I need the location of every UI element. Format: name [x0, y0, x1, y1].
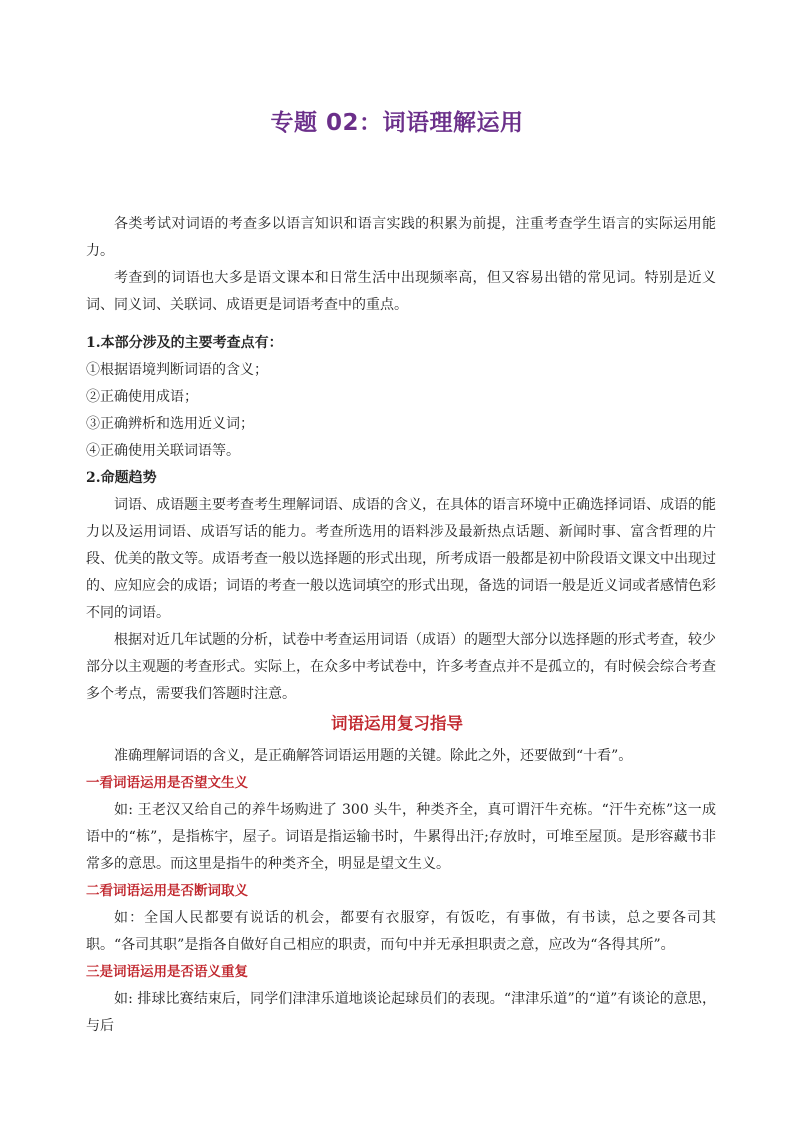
- guide-item-text: 如: 王老汉又给自己的养牛场购进了 300 头牛，种类齐全，真可谓汗牛充栋。“汗牛充栋”这一成语中的“栋”，是指栋宇，屋子。词语是指运输书时，牛累得出汗;存放时，可堆至屋顶。是形容藏书非常多的意思。而这里是指牛的种类齐全，明显是望文生义。: [86, 802, 716, 872]
- intro-paragraph: 考查到的词语也大多是语文课本和日常生活中出现频率高，但又容易出错的常见词。特别是近义词、同义词、关联词、成语更是词语考查中的重点。: [86, 270, 716, 313]
- intro-section: [86, 211, 716, 319]
- trend-paragraph: 根据对近几年试题的分析，试卷中考查运用词语（成语）的题型大部分以选择题的形式考查，较少部分以主观题的考查形式。实际上，在众多中考试卷中，许多考查点并不是孤立的，有时候会综合考查多个考点，需要我们答题时注意。: [86, 632, 716, 702]
- guide-section: [86, 743, 716, 1040]
- point-item: ②正确使用成语；: [86, 389, 198, 405]
- guide-item-text: 如: 排球比赛结束后，同学们津津乐道地谈论起球员们的表现。“津津乐道”的“道”有谈论的意思，与后: [86, 991, 716, 1034]
- guide-item-heading: 一看词语运用是否望文生义: [86, 775, 248, 791]
- guide-item-text: 如：全国人民都要有说话的机会，都要有衣服穿，有饭吃，有事做，有书读，总之要各司其职。“各司其职”是指各自做好自己相应的职责，而句中并无承担职责之意，应改为“各得其所”。: [86, 910, 716, 953]
- trend-paragraph: 词语、成语题主要考查考生理解词语、成语的含义，在具体的语言环境中正确选择词语、成语的能力以及运用词语、成语写话的能力。考查所选用的语料涉及最新热点话题、新闻时事、富含哲理的片段、优美的散文等。成语考查一般以选择题的形式出现，所考成语一般都是初中阶段语文课文中出现过的、应知应会的成语；词语的考查一般以选词填空的形式出现，备选的词语一般是近义词或者感情色彩不同的词语。: [86, 497, 716, 621]
- page-title: 专题 02：词语理解运用: [270, 110, 524, 136]
- guide-title: 词语运用复习指导: [331, 714, 463, 733]
- guide-item-heading: 二看词语运用是否断词取义: [86, 883, 248, 899]
- point-item: ③正确辨析和选用近义词；: [86, 416, 254, 432]
- guide-item-heading: 三是词语运用是否语义重复: [86, 964, 248, 980]
- guide-lead: 准确理解词语的含义，是正确解答词语运用题的关键。除此之外，还要做到“十看”。: [114, 748, 633, 764]
- trend-heading: 2.命题趋势: [86, 470, 157, 486]
- intro-paragraph: 各类考试对词语的考查多以语言知识和语言实践的积累为前提，注重考查学生语言的实际运用能力。: [86, 216, 716, 259]
- point-item: ④正确使用关联词语等。: [86, 443, 240, 459]
- points-heading: 1.本部分涉及的主要考查点有：: [86, 335, 283, 351]
- points-section: [86, 330, 716, 708]
- point-item: ①根据语境判断词语的含义；: [86, 362, 268, 378]
